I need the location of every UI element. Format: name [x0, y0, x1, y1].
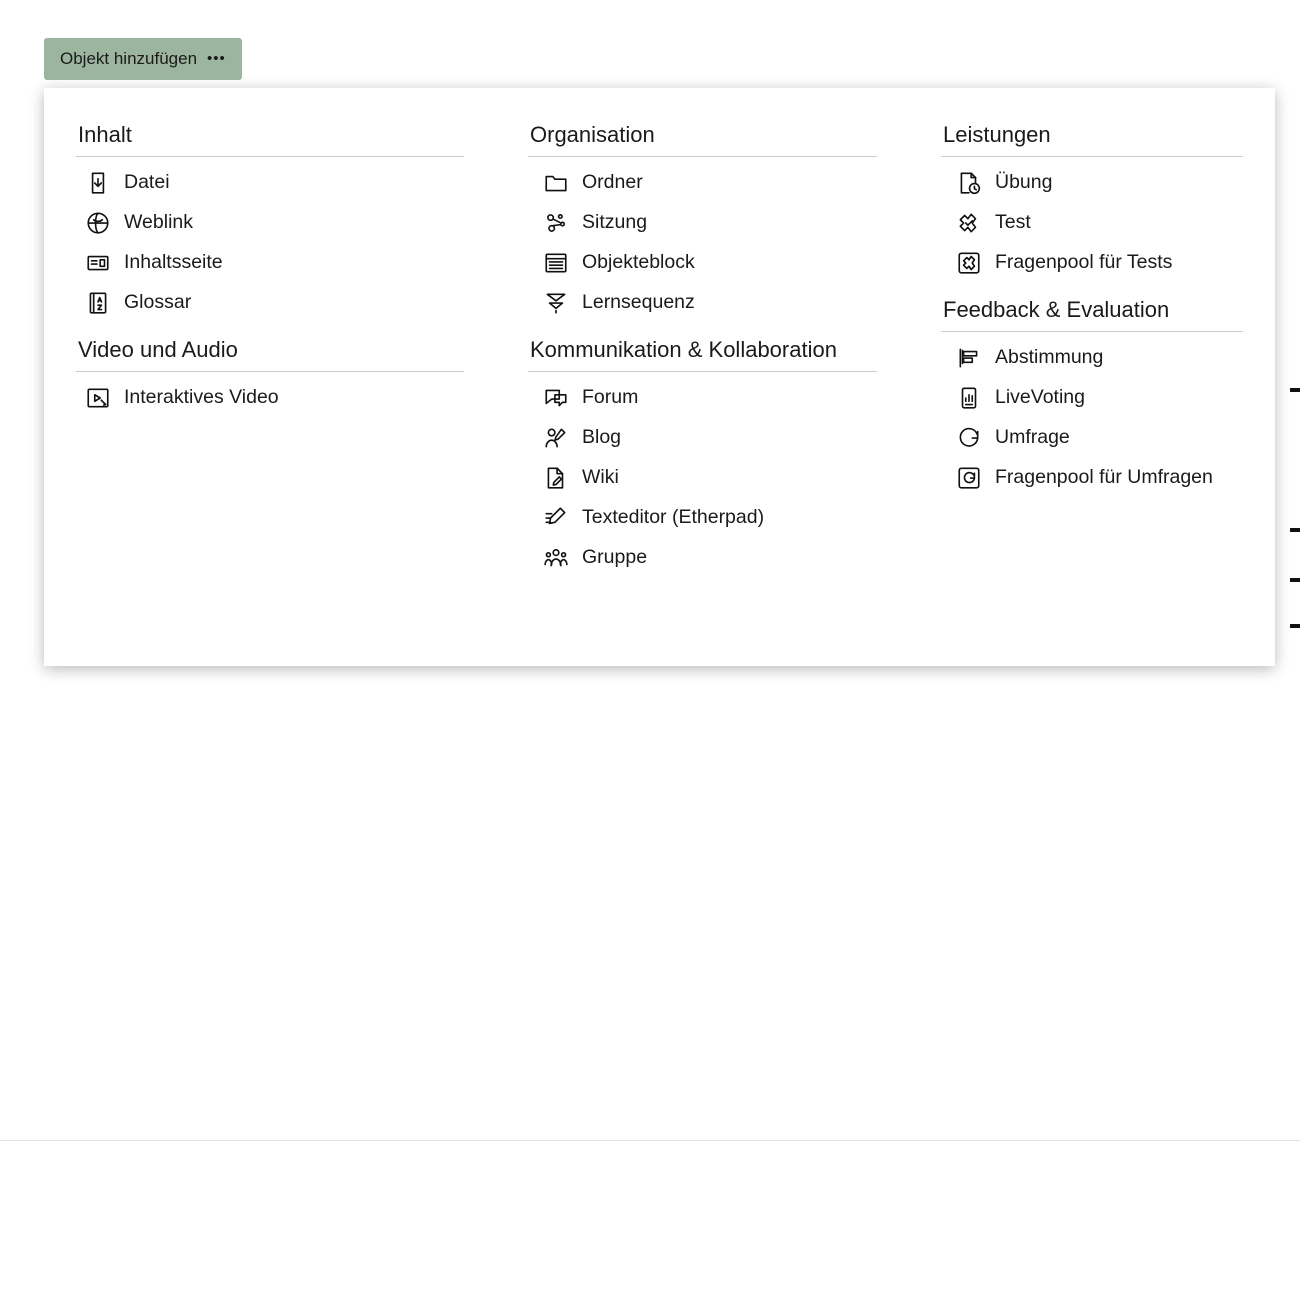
question-pool-tests-icon	[955, 249, 983, 277]
content-page-icon	[84, 249, 112, 277]
glossary-az-icon	[84, 289, 112, 317]
menu-item-label: Glossar	[124, 291, 192, 314]
live-voting-icon	[955, 384, 983, 412]
menu-item-label: Inhaltsseite	[124, 251, 223, 274]
menu-item-label: LiveVoting	[995, 386, 1085, 409]
menu-item[interactable]	[528, 538, 877, 578]
group-icon	[542, 544, 570, 572]
menu-item-label: Sitzung	[582, 211, 648, 234]
forum-icon	[542, 384, 570, 412]
exercise-clock-icon	[955, 169, 983, 197]
background-stub	[1290, 388, 1300, 392]
blog-icon	[542, 424, 570, 452]
menu-item[interactable]	[76, 283, 464, 323]
etherpad-icon	[542, 504, 570, 532]
menu-item-label: Abstimmung	[995, 346, 1104, 369]
folder-icon	[542, 169, 570, 197]
add-object-button-label: Objekt hinzufügen	[60, 49, 198, 68]
menu-group-title: Organisation	[528, 114, 877, 157]
add-object-dropdown-menu	[44, 88, 1275, 666]
menu-item-label: Texteditor (Etherpad)	[582, 506, 765, 529]
menu-item[interactable]	[941, 243, 1243, 283]
menu-item[interactable]	[76, 203, 464, 243]
column-middle	[496, 114, 909, 666]
menu-item[interactable]	[528, 418, 877, 458]
menu-group	[941, 114, 1243, 283]
menu-item[interactable]	[528, 243, 877, 283]
menu-item-label: Gruppe	[582, 546, 648, 569]
menu-group-title: Kommunikation & Kollaboration	[528, 329, 877, 372]
menu-item[interactable]	[76, 243, 464, 283]
object-block-icon	[542, 249, 570, 277]
menu-item-label: Ordner	[582, 171, 643, 194]
menu-group-title: Feedback & Evaluation	[941, 289, 1243, 332]
background-stub	[1290, 624, 1300, 628]
menu-group-title: Inhalt	[76, 114, 464, 157]
menu-item[interactable]	[528, 378, 877, 418]
menu-item[interactable]	[941, 378, 1243, 418]
menu-item-label: Interaktives Video	[124, 386, 279, 409]
menu-item-label: Wiki	[582, 466, 619, 489]
menu-item-label: Test	[995, 211, 1031, 234]
menu-item-label: Fragenpool für Tests	[995, 251, 1173, 274]
menu-item-label: Forum	[582, 386, 639, 409]
menu-item[interactable]	[941, 203, 1243, 243]
menu-item[interactable]	[941, 163, 1243, 203]
interactive-video-icon	[84, 384, 112, 412]
menu-group-title: Leistungen	[941, 114, 1243, 157]
file-download-icon	[84, 169, 112, 197]
background-stub	[1290, 578, 1300, 582]
ellipsis-icon: •••	[207, 49, 226, 67]
add-object-button[interactable]	[44, 38, 242, 80]
menu-item-label: Objekteblock	[582, 251, 695, 274]
menu-item-label: Fragenpool für Umfragen	[995, 466, 1213, 489]
vote-icon	[955, 344, 983, 372]
session-nodes-icon	[542, 209, 570, 237]
test-icon	[955, 209, 983, 237]
menu-item[interactable]	[941, 418, 1243, 458]
menu-item-label: Blog	[582, 426, 622, 449]
menu-item-label: Datei	[124, 171, 170, 194]
wiki-icon	[542, 464, 570, 492]
column-left	[44, 114, 496, 666]
globe-link-icon	[84, 209, 112, 237]
menu-item-label: Umfrage	[995, 426, 1070, 449]
menu-item[interactable]	[76, 378, 464, 418]
menu-item[interactable]	[941, 338, 1243, 378]
menu-group-title: Video und Audio	[76, 329, 464, 372]
learning-sequence-icon	[542, 289, 570, 317]
question-pool-surveys-icon	[955, 464, 983, 492]
menu-group	[528, 329, 877, 578]
menu-item[interactable]	[528, 283, 877, 323]
menu-group	[528, 114, 877, 323]
menu-group	[941, 289, 1243, 498]
menu-item[interactable]	[528, 458, 877, 498]
menu-item[interactable]	[76, 163, 464, 203]
menu-item[interactable]	[528, 203, 877, 243]
background-stub	[1290, 528, 1300, 532]
survey-icon	[955, 424, 983, 452]
menu-item[interactable]	[528, 163, 877, 203]
column-right	[909, 114, 1275, 666]
menu-item-label: Übung	[995, 171, 1053, 194]
menu-item[interactable]	[528, 498, 877, 538]
menu-item[interactable]	[941, 458, 1243, 498]
menu-group	[76, 329, 464, 418]
menu-group	[76, 114, 464, 323]
menu-item-label: Lernsequenz	[582, 291, 695, 314]
menu-item-label: Weblink	[124, 211, 194, 234]
